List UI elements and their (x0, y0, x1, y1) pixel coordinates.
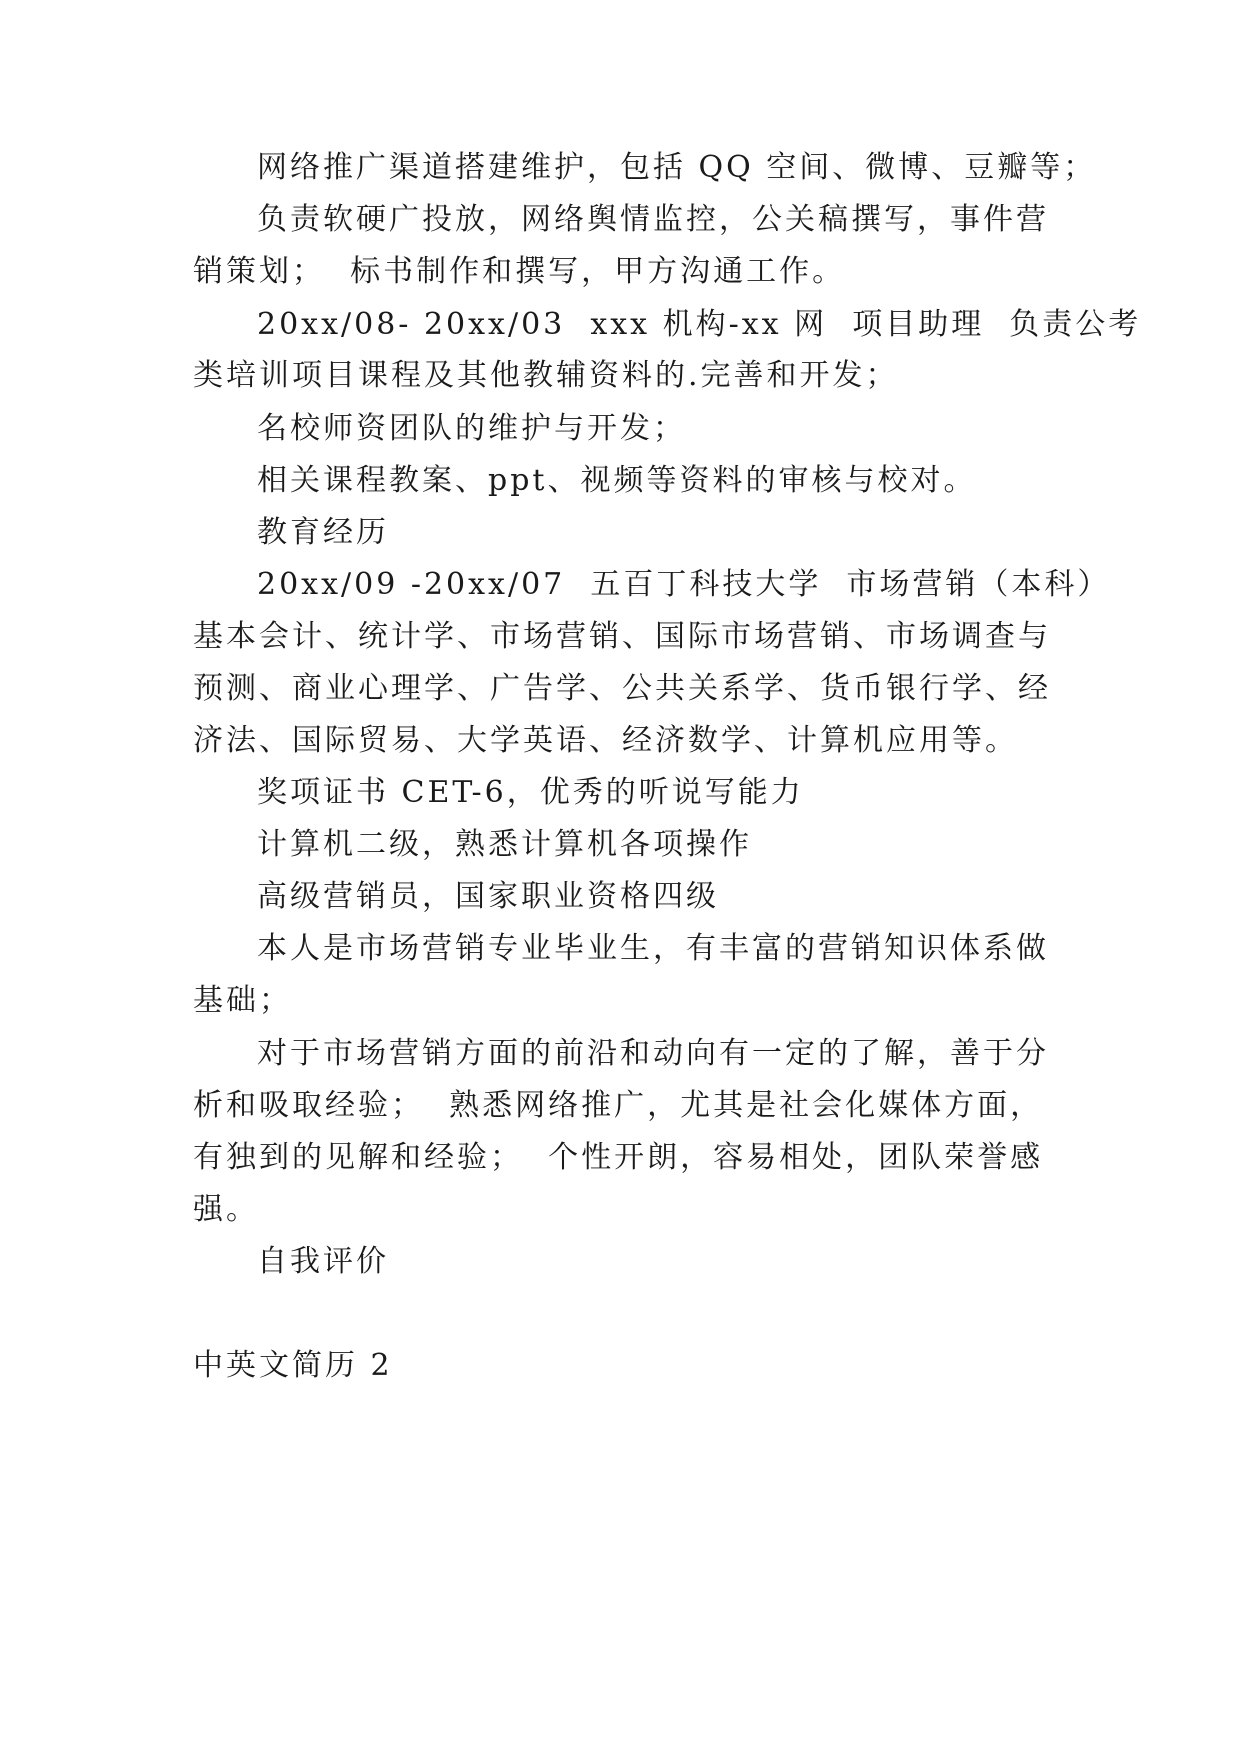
paragraph-channel-maintenance (193, 139, 1097, 197)
paragraph-course-review (193, 452, 1053, 510)
text-line: 基础； (193, 983, 292, 1018)
text-line: 高级营销员，国家职业资格四级 (257, 879, 719, 914)
paragraph-job-entry-cont (193, 347, 1053, 405)
text-line: 销策划； 标书制作和撰写，甲方沟通工作。 (193, 254, 846, 289)
paragraph-strengths-cont-1 (193, 1077, 1053, 1135)
text-line: 有独到的见解和经验； 个性开朗，容易相处，团队荣誉感 (193, 1140, 1044, 1175)
paragraph-faculty-team (193, 400, 1053, 458)
paragraph-self-intro-cont (193, 972, 1053, 1030)
text-line: 网络推广渠道搭建维护，包括 QQ 空间、微博、豆瓣等； (257, 150, 1097, 185)
text-line: 本人是市场营销专业毕业生，有丰富的营销知识体系做 (257, 931, 1049, 966)
section-title: 中英文简历 2 (193, 1348, 393, 1383)
paragraph-job-entry (193, 296, 1142, 354)
text-line: 奖项证书 CET-6，优秀的听说写能力 (257, 775, 804, 810)
text-line: 基本会计、统计学、市场营销、国际市场营销、市场调查与 (193, 619, 1051, 654)
text-line: 对于市场营销方面的前沿和动向有一定的了解，善于分 (257, 1036, 1049, 1071)
paragraph-strengths-cont-3 (193, 1181, 1053, 1239)
paragraph-education-entry (193, 556, 1111, 614)
text-line: 强。 (193, 1192, 259, 1227)
text-line: 类培训项目课程及其他教辅资料的.完善和开发； (193, 358, 899, 393)
heading-self-evaluation (193, 1233, 1053, 1291)
text-line: 名校师资团队的维护与开发； (257, 411, 686, 446)
text-line: 负责软硬广投放，网络舆情监控，公关稿撰写，事件营 (257, 202, 1049, 237)
paragraph-certificate-marketer (193, 868, 1053, 926)
text-line: 相关课程教案、ppt、视频等资料的审核与校对。 (257, 463, 977, 498)
paragraph-ad-delivery (193, 191, 1053, 249)
text-line: 自我评价 (257, 1244, 389, 1279)
text-line: 教育经历 (257, 515, 389, 550)
text-line: 析和吸取经验； 熟悉网络推广，尤其是社会化媒体方面， (193, 1088, 1044, 1123)
paragraph-ad-delivery-cont (193, 243, 1053, 301)
paragraph-certificate-cet6 (193, 764, 1053, 822)
paragraph-strengths (193, 1025, 1053, 1083)
text-line: 济法、国际贸易、大学英语、经济数学、计算机应用等。 (193, 723, 1018, 758)
paragraph-education-courses-3 (193, 712, 1053, 770)
paragraph-education-courses-1 (193, 608, 1053, 666)
paragraph-certificate-computer (193, 816, 1053, 874)
text-line: 计算机二级，熟悉计算机各项操作 (257, 827, 752, 862)
paragraph-education-courses-2 (193, 660, 1053, 718)
text-line: 预测、商业心理学、广告学、公共关系学、货币银行学、经 (193, 671, 1051, 706)
heading-education (193, 504, 1053, 562)
text-line: 20xx/08- 20xx/03 xxx 机构-xx 网 项目助理 负责公考 (257, 307, 1142, 342)
paragraph-self-intro (193, 920, 1053, 978)
text-line: 20xx/09 -20xx/07 五百丁科技大学 市场营销（本科） (257, 567, 1111, 602)
paragraph-strengths-cont-2 (193, 1129, 1053, 1187)
